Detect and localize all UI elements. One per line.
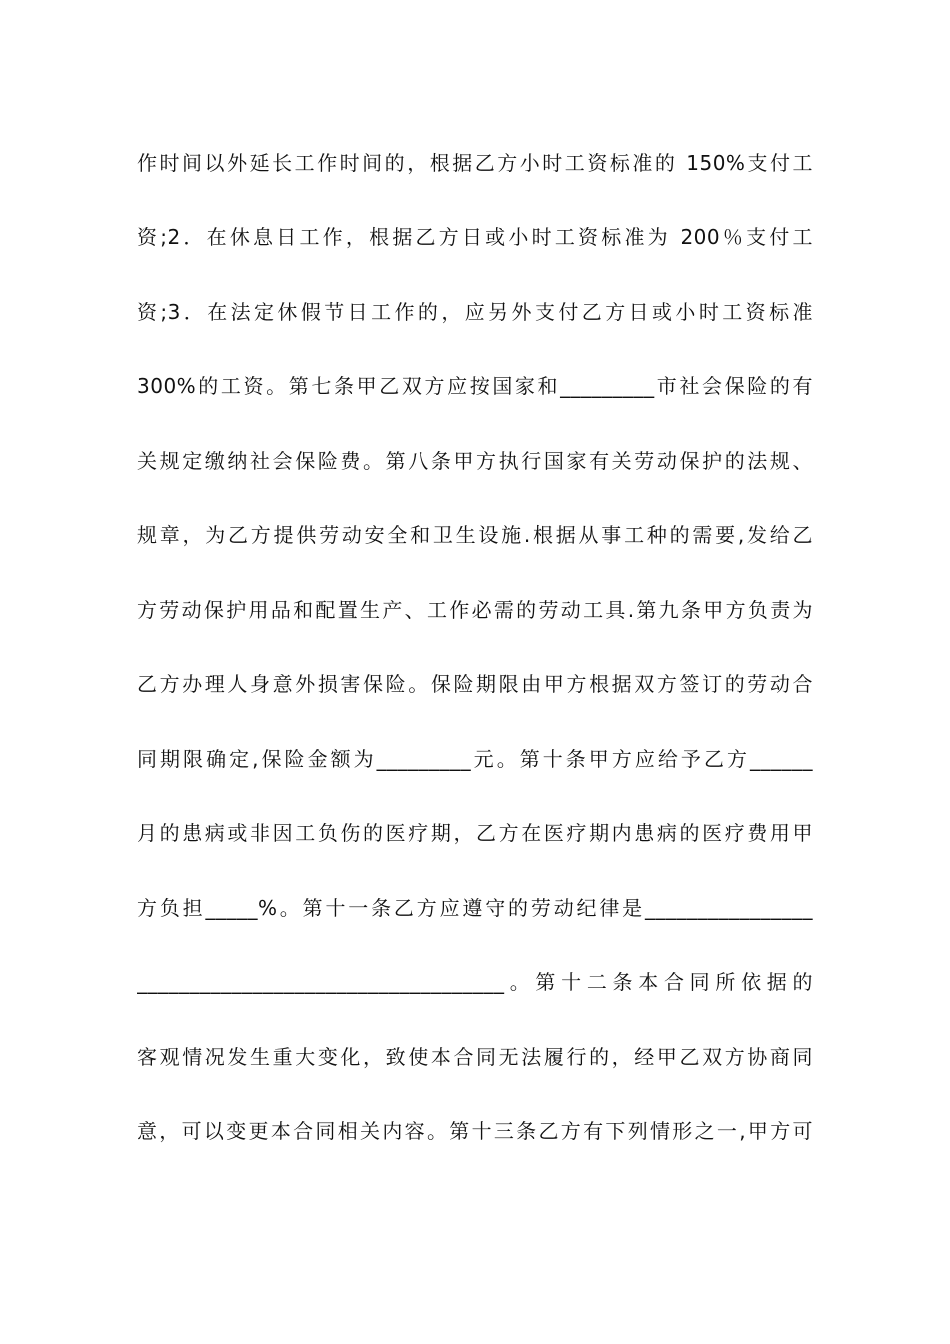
text-line: 客观情况发生重大变化，致使本合同无法履行的，经甲乙双方协商同 (137, 1045, 813, 1069)
text-line: 月的患病或非因工负伤的医疗期，乙方在医疗期内患病的医疗费用甲 (137, 821, 813, 845)
text-line: 300%的工资。第七条甲乙双方应按国家和_________市社会保险的有 (137, 374, 813, 398)
text-line: 意，可以变更本合同相关内容。第十三条乙方有下列情形之一,甲方可 (137, 1119, 813, 1143)
text-line: 方劳动保护用品和配置生产、工作必需的劳动工具.第九条甲方负责为 (137, 598, 813, 622)
text-line: 作时间以外延长工作时间的，根据乙方小时工资标准的 150%支付工 (137, 151, 813, 175)
text-line: 规章，为乙方提供劳动安全和卫生设施.根据从事工种的需要,发给乙 (137, 523, 813, 547)
text-line: ___________________________________。第十二条本合同所依据的 (137, 970, 813, 994)
text-line: 资;2．在休息日工作，根据乙方日或小时工资标准为 200％支付工 (137, 225, 813, 249)
text-line: 同期限确定,保险金额为_________元。第十条甲方应给予乙方______ (137, 747, 813, 771)
text-line: 方负担_____%。第十一条乙方应遵守的劳动纪律是________________ (137, 896, 813, 920)
text-line: 乙方办理人身意外损害保险。保险期限由甲方根据双方签订的劳动合 (137, 672, 813, 696)
text-line: 关规定缴纳社会保险费。第八条甲方执行国家有关劳动保护的法规、 (137, 449, 813, 473)
text-line: 资;3．在法定休假节日工作的，应另外支付乙方日或小时工资标准 (137, 300, 813, 324)
